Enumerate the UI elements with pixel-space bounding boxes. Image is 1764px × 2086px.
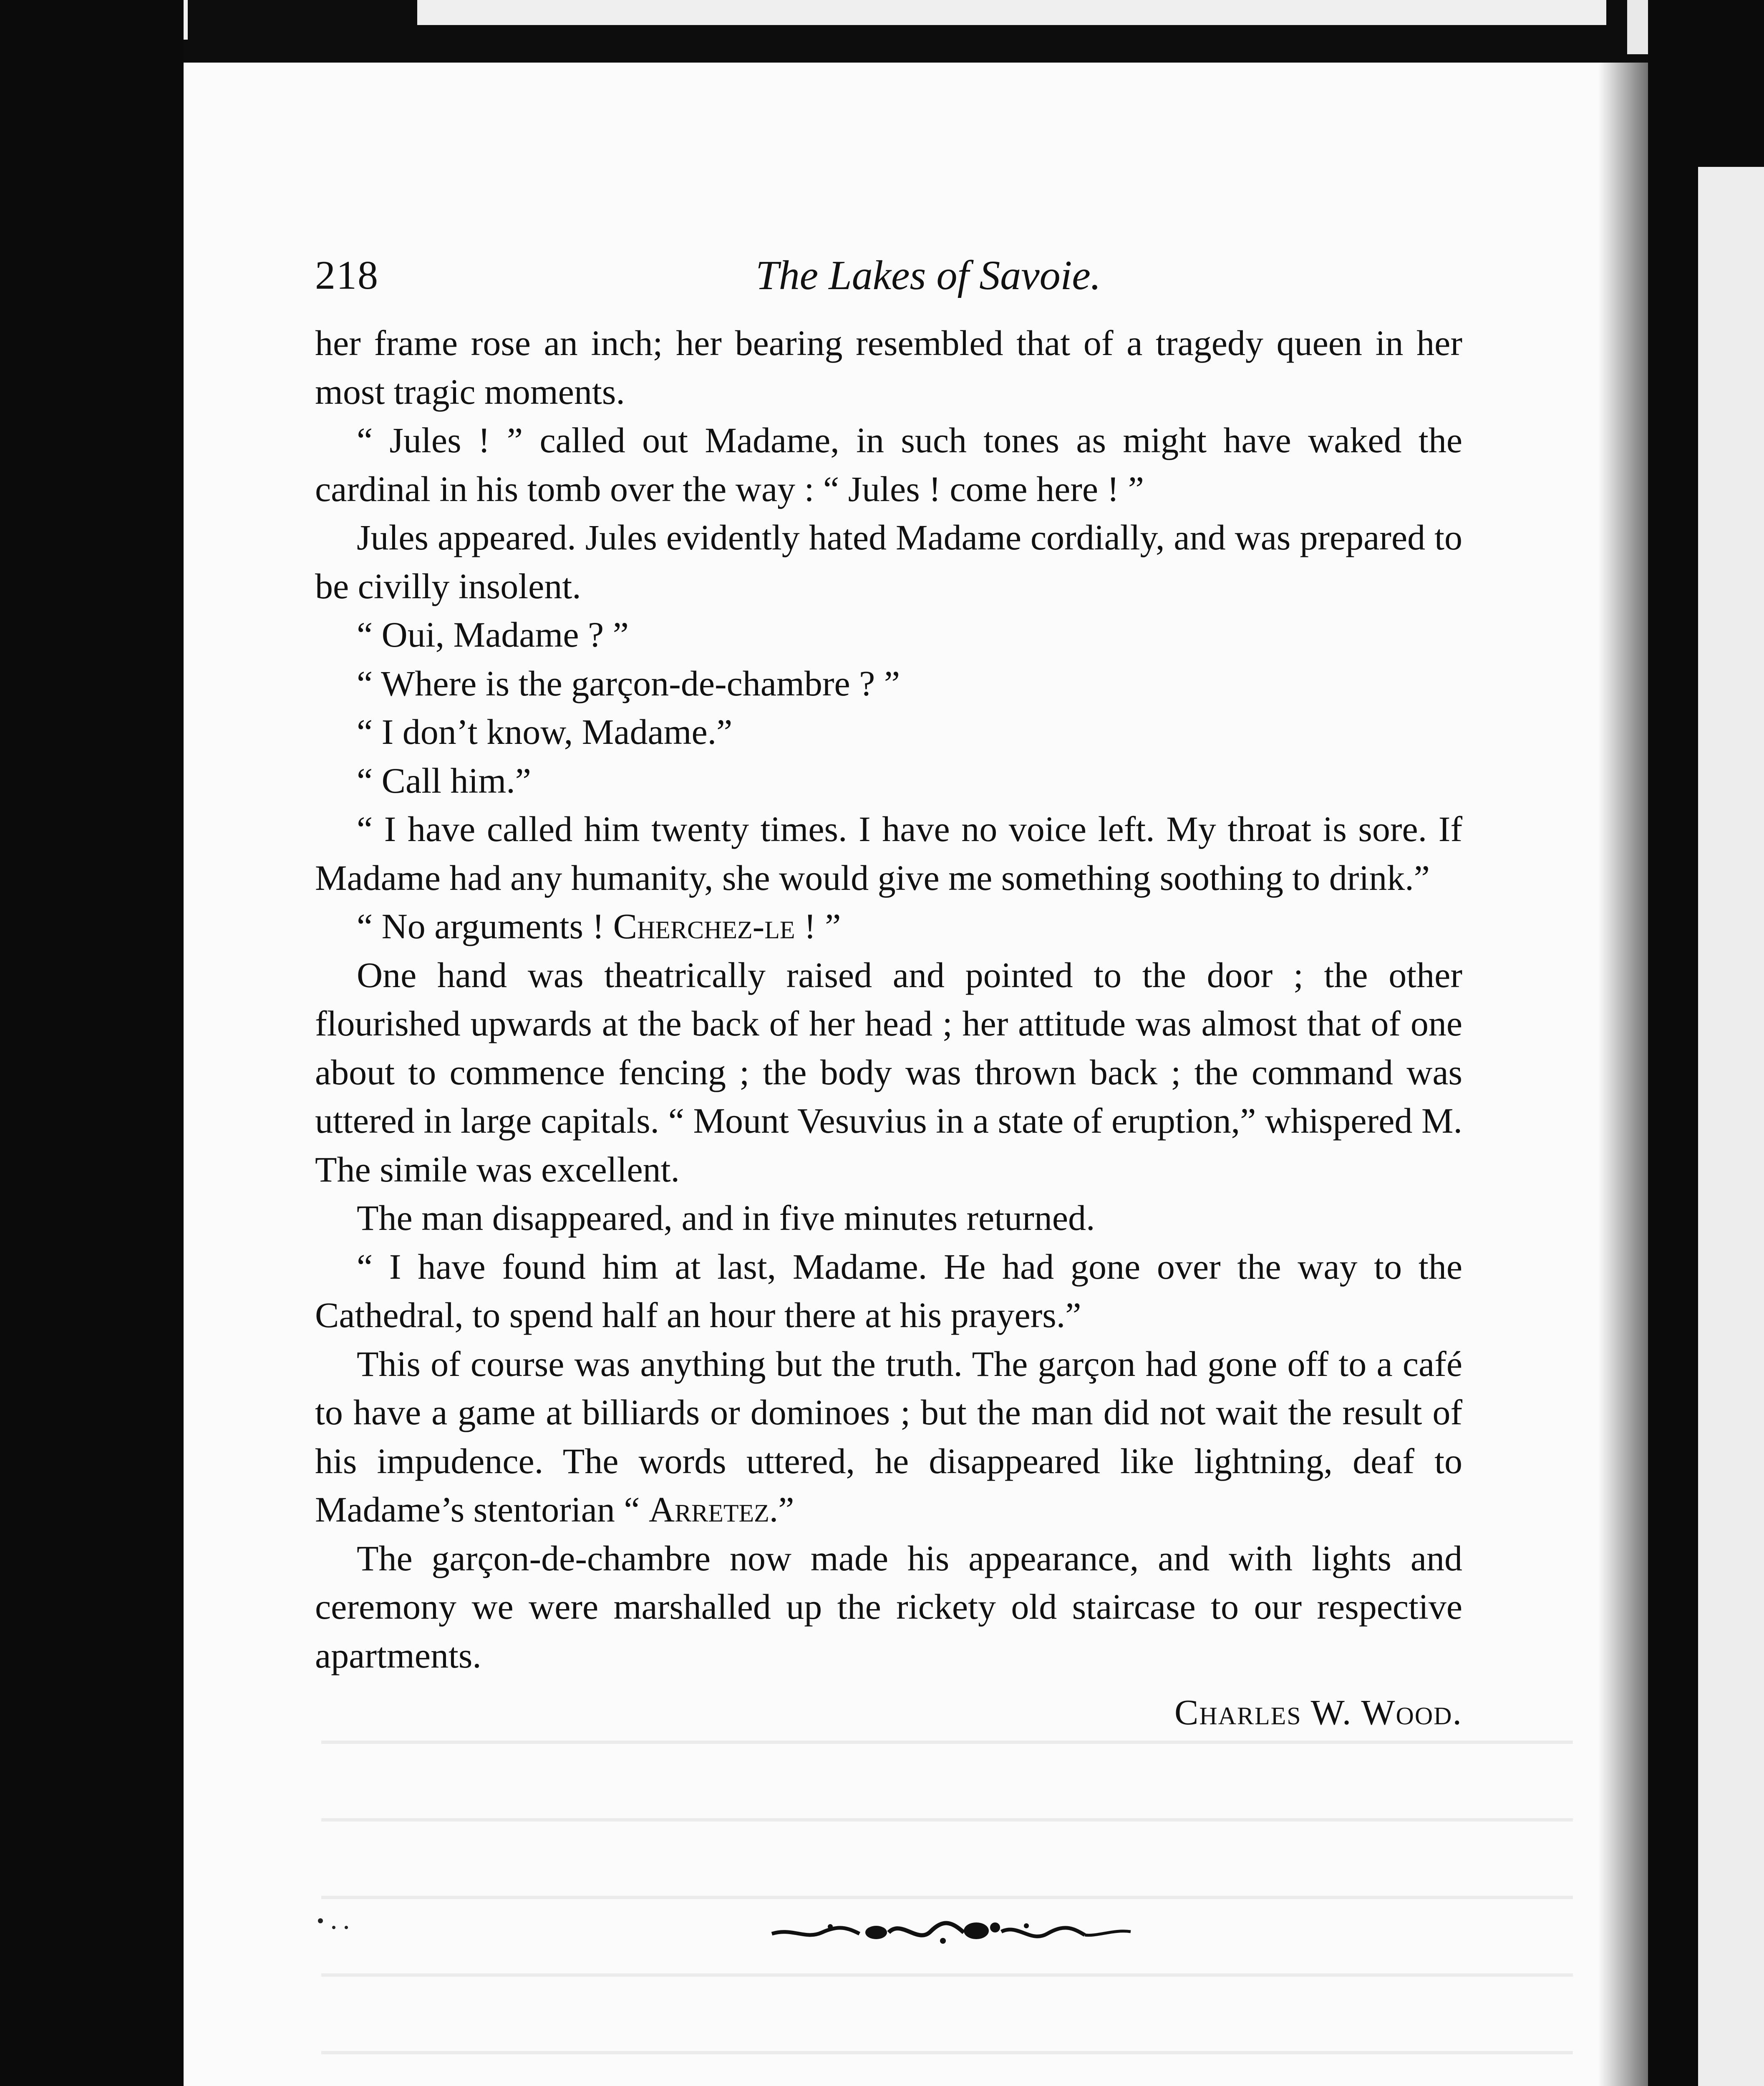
paragraph [315,805,1462,902]
paragraph [315,1534,1462,1680]
paragraph-text: “ I have found him at last, Madame. He had gone over the way to the Cathedral, to spend half an hour there at his prayers.” [315,1246,1462,1335]
paragraph [315,416,1462,513]
paragraph-text: “ No arguments ! [357,906,613,946]
paragraph-text: her frame rose an inch; her bearing resembled that of a tragedy queen in her most tragic moments. [315,323,1462,412]
paragraph-text: This of course was anything but the truth. The garçon had gone off to a café to have a game at billiards or dominoes ; but the man did not wait the result of his impudence. The words uttered, he disappeared like lightning, deaf to Madame’s stentorian “ [315,1343,1462,1529]
paragraph-text: Jules appeared. Jules evidently hated Madame cordially, and was prepared to be civilly insolent. [315,517,1462,606]
paragraph [315,1340,1462,1534]
paragraph [315,610,1462,659]
running-title: The Lakes of Savoie. [756,252,1101,298]
paragraph-text: “ Oui, Madame ? ” [357,615,629,655]
paragraph [315,756,1462,805]
paragraph-list [315,319,1462,1680]
paragraph-text: The garçon-de-chambre now made his appearance, and with lights and ceremony we were marshalled up the rickety old staircase to our respective apartments. [315,1538,1462,1675]
scanner-border-right [1648,0,1764,2086]
ornamental-flourish-icon [768,1911,1135,1952]
paragraph-text: ! ” [795,906,841,946]
paragraph [315,902,1462,951]
paragraph-text: “ I don’t know, Madame.” [357,712,733,752]
paragraph-text: One hand was theatrically raised and pointed to the door ; the other flourished upwards at the back of her head ; her attitude was almost that of one about to commence fencing ; the body was thrown back ; the command was uttered in large capitals. “ Mount Vesuvius in a state of eruption,” whispered M. The simile was excellent. [315,955,1462,1189]
scanner-border-top [0,0,1764,63]
paragraph [315,319,1462,416]
paragraph [315,1242,1462,1340]
small-caps-text: Cherchez-le [613,906,795,946]
paragraph-text: “ Jules ! ” called out Madame, in such tones as might have waked the cardinal in his tomb over the way : “ Jules ! come here ! ” [315,420,1462,509]
author-signature: Charles W. Wood. [1174,1692,1462,1732]
paragraph-text: “ Where is the garçon-de-chambre ? ” [357,663,900,703]
page-number: 218 [315,253,379,298]
paragraph-text: .” [769,1489,794,1529]
page-gutter-shadow [1598,63,1648,2086]
paragraph [315,659,1462,708]
paragraph-text: “ Call him.” [357,760,531,801]
body-text [315,319,1462,1737]
scanner-border-left [0,0,184,2086]
adjacent-page-edge [1698,167,1764,2086]
small-caps-text: Arretez [649,1489,769,1529]
paragraph [315,951,1462,1194]
paragraph [315,708,1462,756]
show-through-text [321,1719,1573,2086]
paragraph-text: The man disappeared, and in five minutes returned. [357,1198,1095,1238]
running-head [315,246,1471,305]
ink-specks [317,1915,359,1936]
paragraph-text: “ I have called him twenty times. I have no voice left. My throat is sore. If Madame had any humanity, she would give me something soothing to drink.” [315,809,1462,898]
paragraph [315,1194,1462,1242]
book-page [184,63,1648,2086]
paragraph [315,513,1462,610]
adjacent-page-edge [417,0,1606,25]
